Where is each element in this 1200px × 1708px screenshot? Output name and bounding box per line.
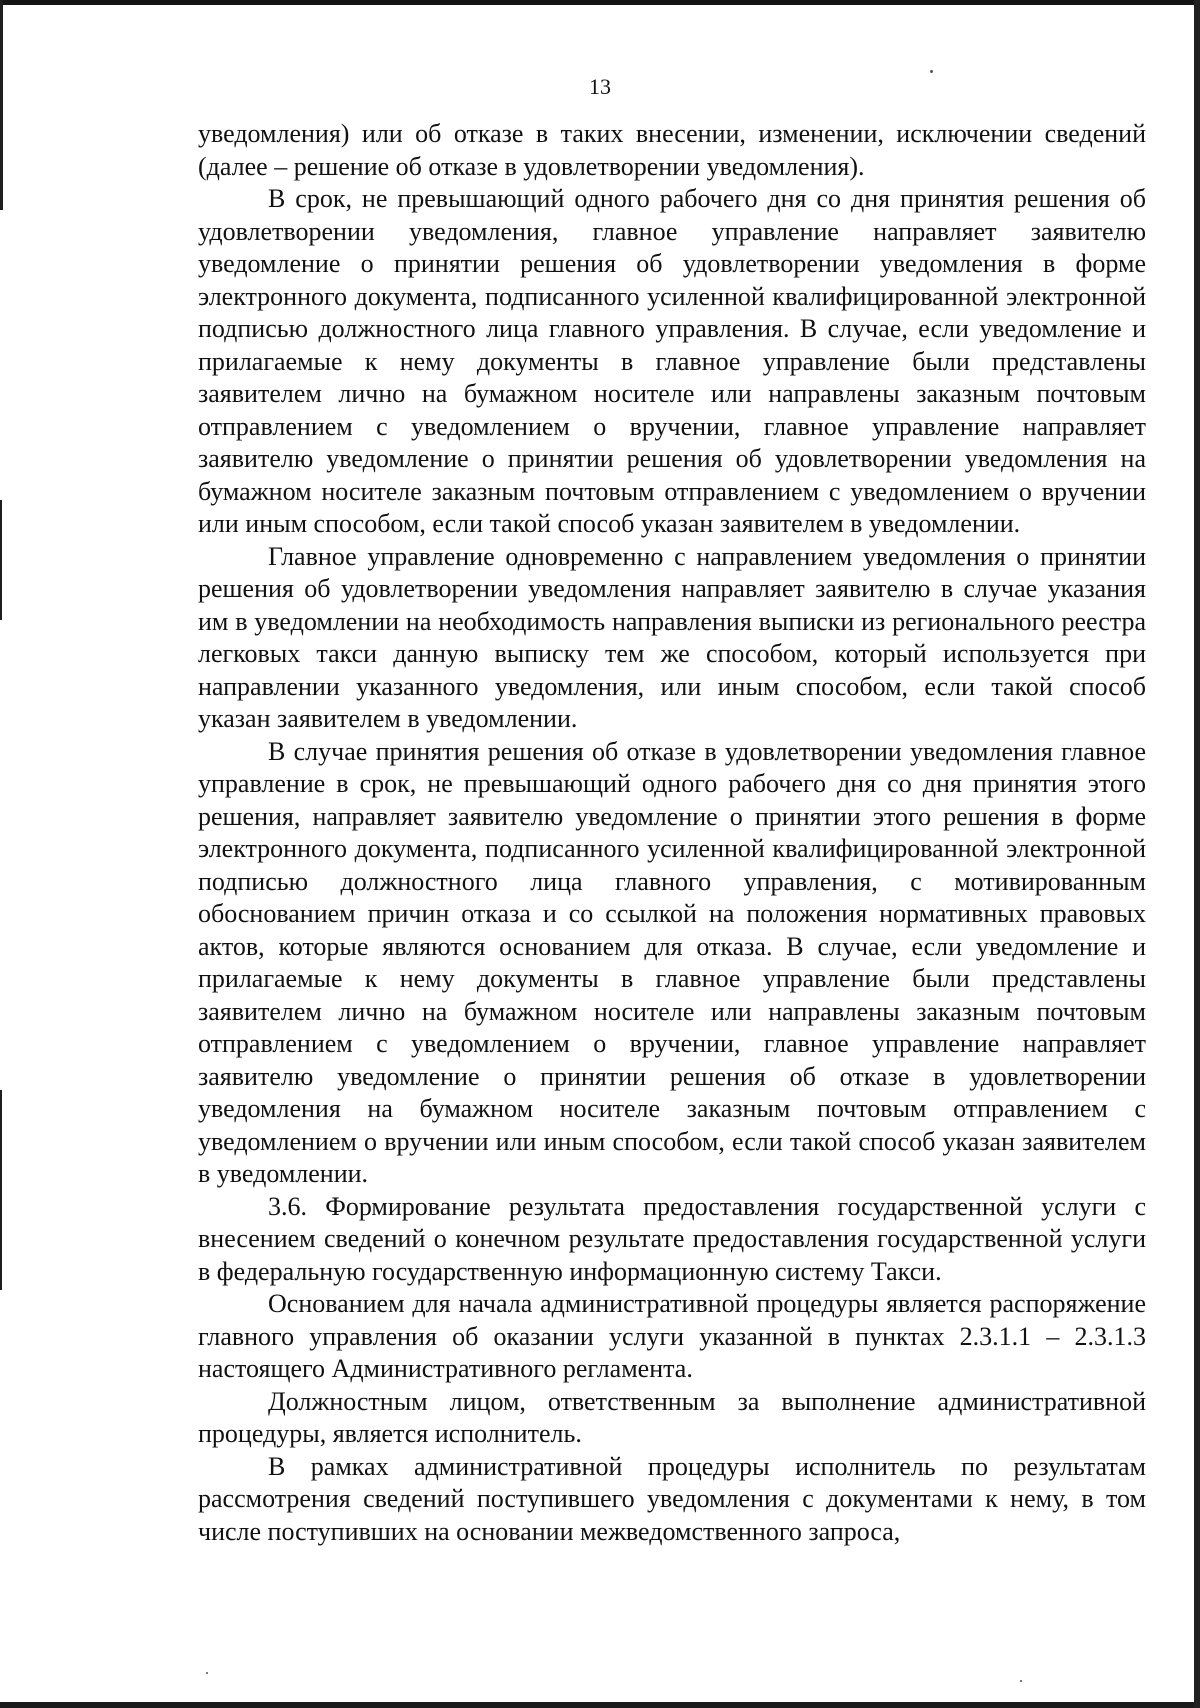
page-number: 13 <box>589 74 611 99</box>
scan-edge-left <box>0 0 3 210</box>
scan-edge-top <box>0 0 1200 5</box>
scan-edge-right <box>1194 0 1200 1708</box>
paragraph: Должностным лицом, ответственным за выполнение административной процедуры, является исполнитель. <box>198 1386 1146 1448</box>
document-body <box>198 118 1146 1548</box>
scan-edge-bottom <box>0 1702 1200 1708</box>
paragraph: Главное управление одновременно с направлением уведомления о принятии решения об удовлетворении уведомления направляет заявителю в случае указания им в уведомлении на необходимость направления выписки из регионального реестра легковых такси данную выписку тем же способом, который используется при направлении указанного уведомления, или иным способом, если такой способ указан заявителем в уведомлении. <box>198 541 1146 733</box>
paragraph: В рамках административной процедуры исполнитель по результатам рассмотрения сведений поступившего уведомления с документами к нему, в том числе поступивших на основании межведомственного запроса, <box>198 1451 1146 1546</box>
scan-edge-left <box>0 1090 2 1290</box>
section-heading-paragraph: 3.6. Формирование результата предоставления государственной услуги с внесением сведений о конечном результате предоставления государственной услуги в федеральную государственную информационную систему Такси. <box>198 1191 1146 1286</box>
paragraph: В срок, не превышающий одного рабочего дня со дня принятия решения об удовлетворении уведомления, главное управление направляет заявителю уведомление о принятии решения об удовлетворении уведомления в форме электронного документа, подписанного усиленной квалифицированной электронной подписью должностного лица главного управления. В случае, если уведомление и прилагаемые к нему документы в главное управление были представлены заявителем лично на бумажном носителе или направлены заказным почтовым отправлением с уведомлением о вручении, главное управление направляет заявителю уведомление о принятии решения об удовлетворении уведомления на бумажном носителе заказным почтовым отправлением с уведомлением о вручении или иным способом, если такой способ указан заявителем в уведомлении. <box>198 184 1146 538</box>
paragraph: уведомления) или об отказе в таких внесении, изменении, исключении сведений (далее – решение об отказе в удовлетворении уведомления). <box>198 119 1146 181</box>
scan-edge-left <box>0 500 2 620</box>
paragraph: В случае принятия решения об отказе в удовлетворении уведомления главное управление в срок, не превышающий одного рабочего дня со дня принятия этого решения, направляет заявителю уведомление о принятии этого решения в форме электронного документа, подписанного усиленной квалифицированной электронной подписью должностного лица главного управления, с мотивированным обоснованием причин отказа и со ссылкой на положения нормативных правовых актов, которые являются основанием для отказа. В случае, если уведомление и прилагаемые к нему документы в главное управление были представлены заявителем лично на бумажном носителе или направлены заказным почтовым отправлением с уведомлением о вручении, главное управление направляет заявителю уведомление о принятии решения об отказе в удовлетворении уведомления на бумажном носителе заказным почтовым отправлением с уведомлением о вручении или иным способом, если такой способ указан заявителем в уведомлении. <box>198 736 1146 1188</box>
scan-speck <box>206 1672 208 1674</box>
scan-speck <box>930 70 933 73</box>
paragraph: Основанием для начала административной процедуры является распоряжение главного управления об оказании услуги указанной в пунктах 2.3.1.1 – 2.3.1.3 настоящего Административного регламента. <box>198 1289 1146 1383</box>
scan-speck <box>1020 1680 1022 1682</box>
